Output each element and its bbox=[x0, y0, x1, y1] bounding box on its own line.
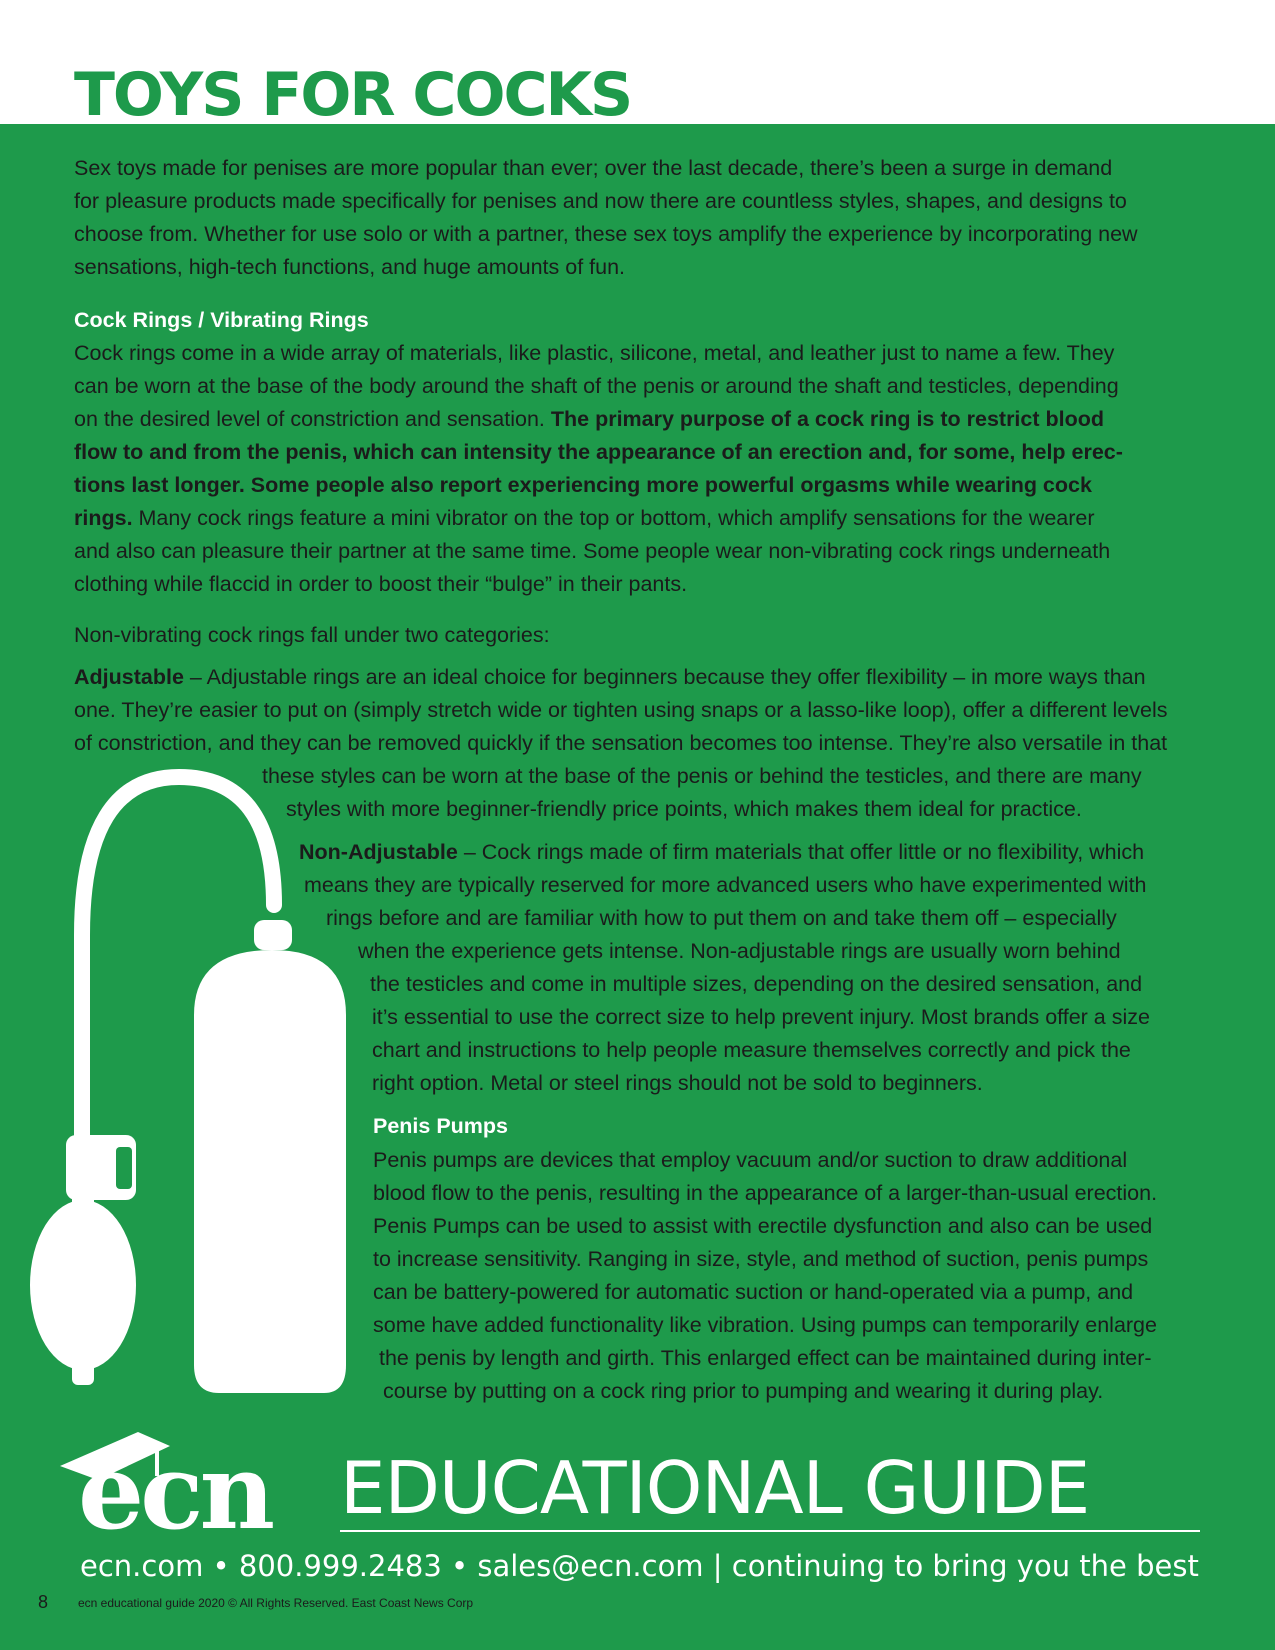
text-segment: on the desired level of constriction and sensation. bbox=[74, 407, 551, 431]
text-segment: the testicles and come in multiple sizes, depending on the desired sensation, and bbox=[370, 972, 1143, 996]
text-segment: it’s essential to use the correct size to help prevent injury. Most brands offer a size bbox=[372, 1005, 1150, 1029]
text-segment: and also can pleasure their partner at the same time. Some people wear non-vibrating cock rings underneath bbox=[74, 539, 1111, 563]
footer-contact: ecn.com • 800.999.2483 • sales@ecn.com | continuing to bring you the best bbox=[80, 1549, 1199, 1583]
text-line bbox=[299, 1001, 1199, 1034]
text-segment: means they are typically reserved for more advanced users who have experimented with bbox=[304, 873, 1147, 897]
text-line bbox=[299, 935, 1199, 968]
categories-intro: Non-vibrating cock rings fall under two categories: bbox=[74, 623, 550, 647]
text-line: some have added functionality like vibration. Using pumps can temporarily enlarge bbox=[373, 1313, 1157, 1337]
intro-paragraph bbox=[74, 152, 1224, 284]
text-line: to increase sensitivity. Ranging in size, style, and method of suction, penis pumps bbox=[373, 1247, 1149, 1271]
bold-text-segment: rings. bbox=[74, 506, 133, 530]
text-segment: chart and instructions to help people measure themselves correctly and pick the bbox=[372, 1038, 1131, 1062]
text-line bbox=[74, 694, 1244, 727]
text-line bbox=[299, 836, 1199, 869]
text-line: Penis Pumps can be used to assist with erectile dysfunction and also can be used bbox=[373, 1214, 1153, 1238]
text-segment: – Adjustable rings are an ideal choice for beginners because they offer flexibility – in more ways than bbox=[183, 665, 1146, 689]
text-segment: Many cock rings feature a mini vibrator on the top or bottom, which amplify sensations for the wearer bbox=[132, 506, 1095, 530]
penis-pumps-heading: Penis Pumps bbox=[373, 1114, 509, 1138]
text-segment: rings before and are familiar with how to put them on and take them off – especially bbox=[326, 906, 1117, 930]
text-line: sensations, high-tech functions, and huge amounts of fun. bbox=[74, 255, 626, 279]
penis-pumps-paragraph bbox=[373, 1144, 1213, 1408]
text-line: Penis pumps are devices that employ vacuum and/or suction to draw additional bbox=[373, 1148, 1128, 1172]
page-number: 8 bbox=[38, 1592, 49, 1612]
text-line bbox=[299, 1067, 1199, 1100]
text-line: the penis by length and girth. This enlarged effect can be maintained during inter- bbox=[379, 1346, 1152, 1370]
text-line bbox=[74, 436, 1224, 469]
text-line: course by putting on a cock ring prior to pumping and wearing it during play. bbox=[383, 1379, 1104, 1403]
text-line bbox=[74, 661, 1244, 694]
bold-text-segment: Adjustable bbox=[74, 665, 184, 689]
text-segment: of constriction, and they can be removed quickly if the sensation becomes too intense. They’re also versatile in that bbox=[74, 731, 1168, 755]
text-segment: Cock rings come in a wide array of materials, like plastic, silicone, metal, and leather just to name a few. They bbox=[74, 341, 1115, 365]
text-line bbox=[74, 535, 1224, 568]
text-line bbox=[74, 370, 1224, 403]
cock-rings-paragraph bbox=[74, 337, 1224, 601]
bold-text-segment: The primary purpose of a cock ring is to restrict blood bbox=[550, 407, 1105, 431]
footer-divider bbox=[340, 1530, 1200, 1532]
copyright-text: ecn educational guide 2020 © All Rights Reserved. East Coast News Corp bbox=[78, 1596, 474, 1610]
text-line bbox=[74, 337, 1224, 370]
text-line bbox=[299, 869, 1199, 902]
text-line: Sex toys made for penises are more popular than ever; over the last decade, there’s been a surge in demand bbox=[74, 156, 1113, 180]
page-title: TOYS FOR COCKS bbox=[74, 60, 632, 130]
text-segment: when the experience gets intense. Non-adjustable rings are usually worn behind bbox=[358, 939, 1121, 963]
educational-guide-label: EDUCATIONAL GUIDE bbox=[340, 1446, 1090, 1530]
text-line bbox=[74, 727, 1244, 760]
text-line bbox=[74, 568, 1224, 601]
penis-pump-illustration bbox=[24, 765, 364, 1405]
text-segment: right option. Metal or steel rings should not be sold to beginners. bbox=[372, 1071, 983, 1095]
non-adjustable-paragraph bbox=[299, 836, 1199, 1100]
text-segment: one. They’re easier to put on (simply stretch wide or tighten using snaps or a lasso-like loop), offer a different levels bbox=[74, 698, 1168, 722]
text-line: for pleasure products made specifically for penises and now there are countless styles, shapes, and designs to bbox=[74, 189, 1127, 213]
bold-text-segment: tions last longer. Some people also report experiencing more powerful orgasms while wearing cock bbox=[74, 473, 1092, 497]
text-segment: styles with more beginner-friendly price points, which makes them ideal for practice. bbox=[286, 797, 1082, 821]
text-line: blood flow to the penis, resulting in the appearance of a larger-than-usual erection. bbox=[373, 1181, 1158, 1205]
text-segment: these styles can be worn at the base of the penis or behind the testicles, and there are many bbox=[262, 764, 1142, 788]
bold-text-segment: Non-Adjustable bbox=[299, 840, 458, 864]
text-segment: can be worn at the base of the body around the shaft of the penis or around the shaft and testicles, depending bbox=[74, 374, 1119, 398]
text-line bbox=[299, 902, 1199, 935]
text-line bbox=[74, 403, 1224, 436]
text-line: choose from. Whether for use solo or with a partner, these sex toys amplify the experience by incorporating new bbox=[74, 222, 1138, 246]
bold-text-segment: flow to and from the penis, which can intensity the appearance of an erection and, for some, help erec- bbox=[74, 440, 1123, 464]
text-segment: clothing while flaccid in order to boost their “bulge” in their pants. bbox=[74, 572, 688, 596]
text-segment: – Cock rings made of firm materials that offer little or no flexibility, which bbox=[457, 840, 1145, 864]
cock-rings-heading: Cock Rings / Vibrating Rings bbox=[74, 308, 369, 332]
text-line bbox=[299, 968, 1199, 1001]
text-line bbox=[74, 469, 1224, 502]
text-line bbox=[74, 502, 1224, 535]
text-line bbox=[299, 1034, 1199, 1067]
ecn-logo: ecn bbox=[78, 1430, 272, 1553]
text-line: can be battery-powered for automatic suction or hand-operated via a pump, and bbox=[373, 1280, 1134, 1304]
